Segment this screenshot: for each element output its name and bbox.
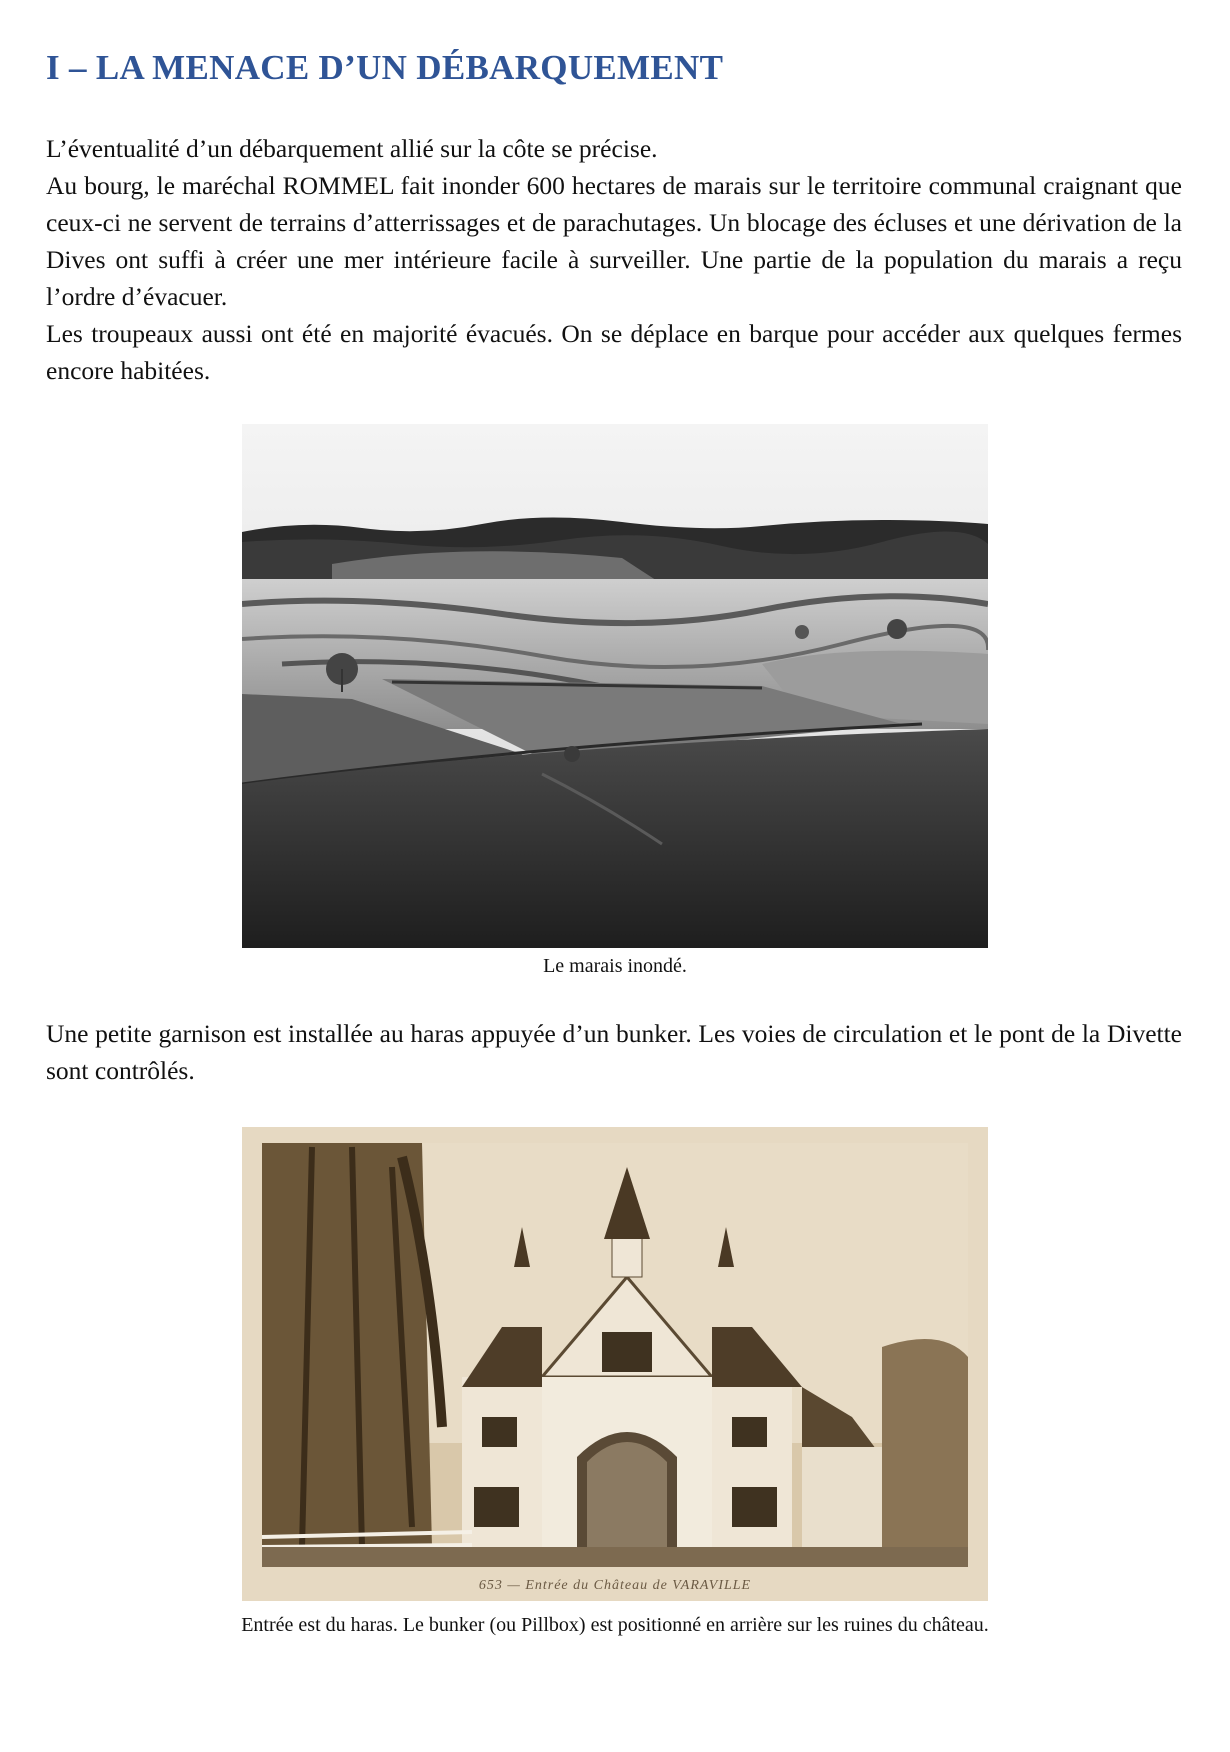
intro-line-2: Au bourg, le maréchal ROMMEL fait inonder 600 hectares de marais sur le territoire communal craignant que ceux-ci ne servent de terrains d’atterrissages et de parachutages. Un blocage des écluses et une dérivation de la Dives ont suffi à créer une mer intérieure facile à surveiller. Une partie de la population du marais a reçu l’ordre d’évacuer. xyxy=(46,171,1182,311)
garrison-paragraph: Une petite garnison est installée au haras appuyée d’un bunker. Les voies de circulation et le pont de la Divette sont contrôlés. xyxy=(46,1019,1182,1085)
figure2-caption: Entrée est du haras. Le bunker (ou Pillbox) est positionné en arrière sur les ruines du château. xyxy=(241,1614,989,1636)
intro-line-3: Les troupeaux aussi ont été en majorité évacués. On se déplace en barque pour accéder aux quelques fermes encore habitées. xyxy=(46,319,1182,385)
section-heading: I – LA MENACE D’UN DÉBARQUEMENT xyxy=(46,48,724,87)
intro-line-1: L’éventualité d’un débarquement allié sur la côte se précise. xyxy=(46,134,658,163)
haras-entrance-postcard xyxy=(242,1127,988,1601)
flooded-marsh-photo xyxy=(242,424,988,948)
figure1-caption: Le marais inondé. xyxy=(543,955,687,977)
intro-paragraph xyxy=(46,130,1182,389)
postcard-label: 653 — Entrée du Château de VARAVILLE xyxy=(478,1578,752,1593)
